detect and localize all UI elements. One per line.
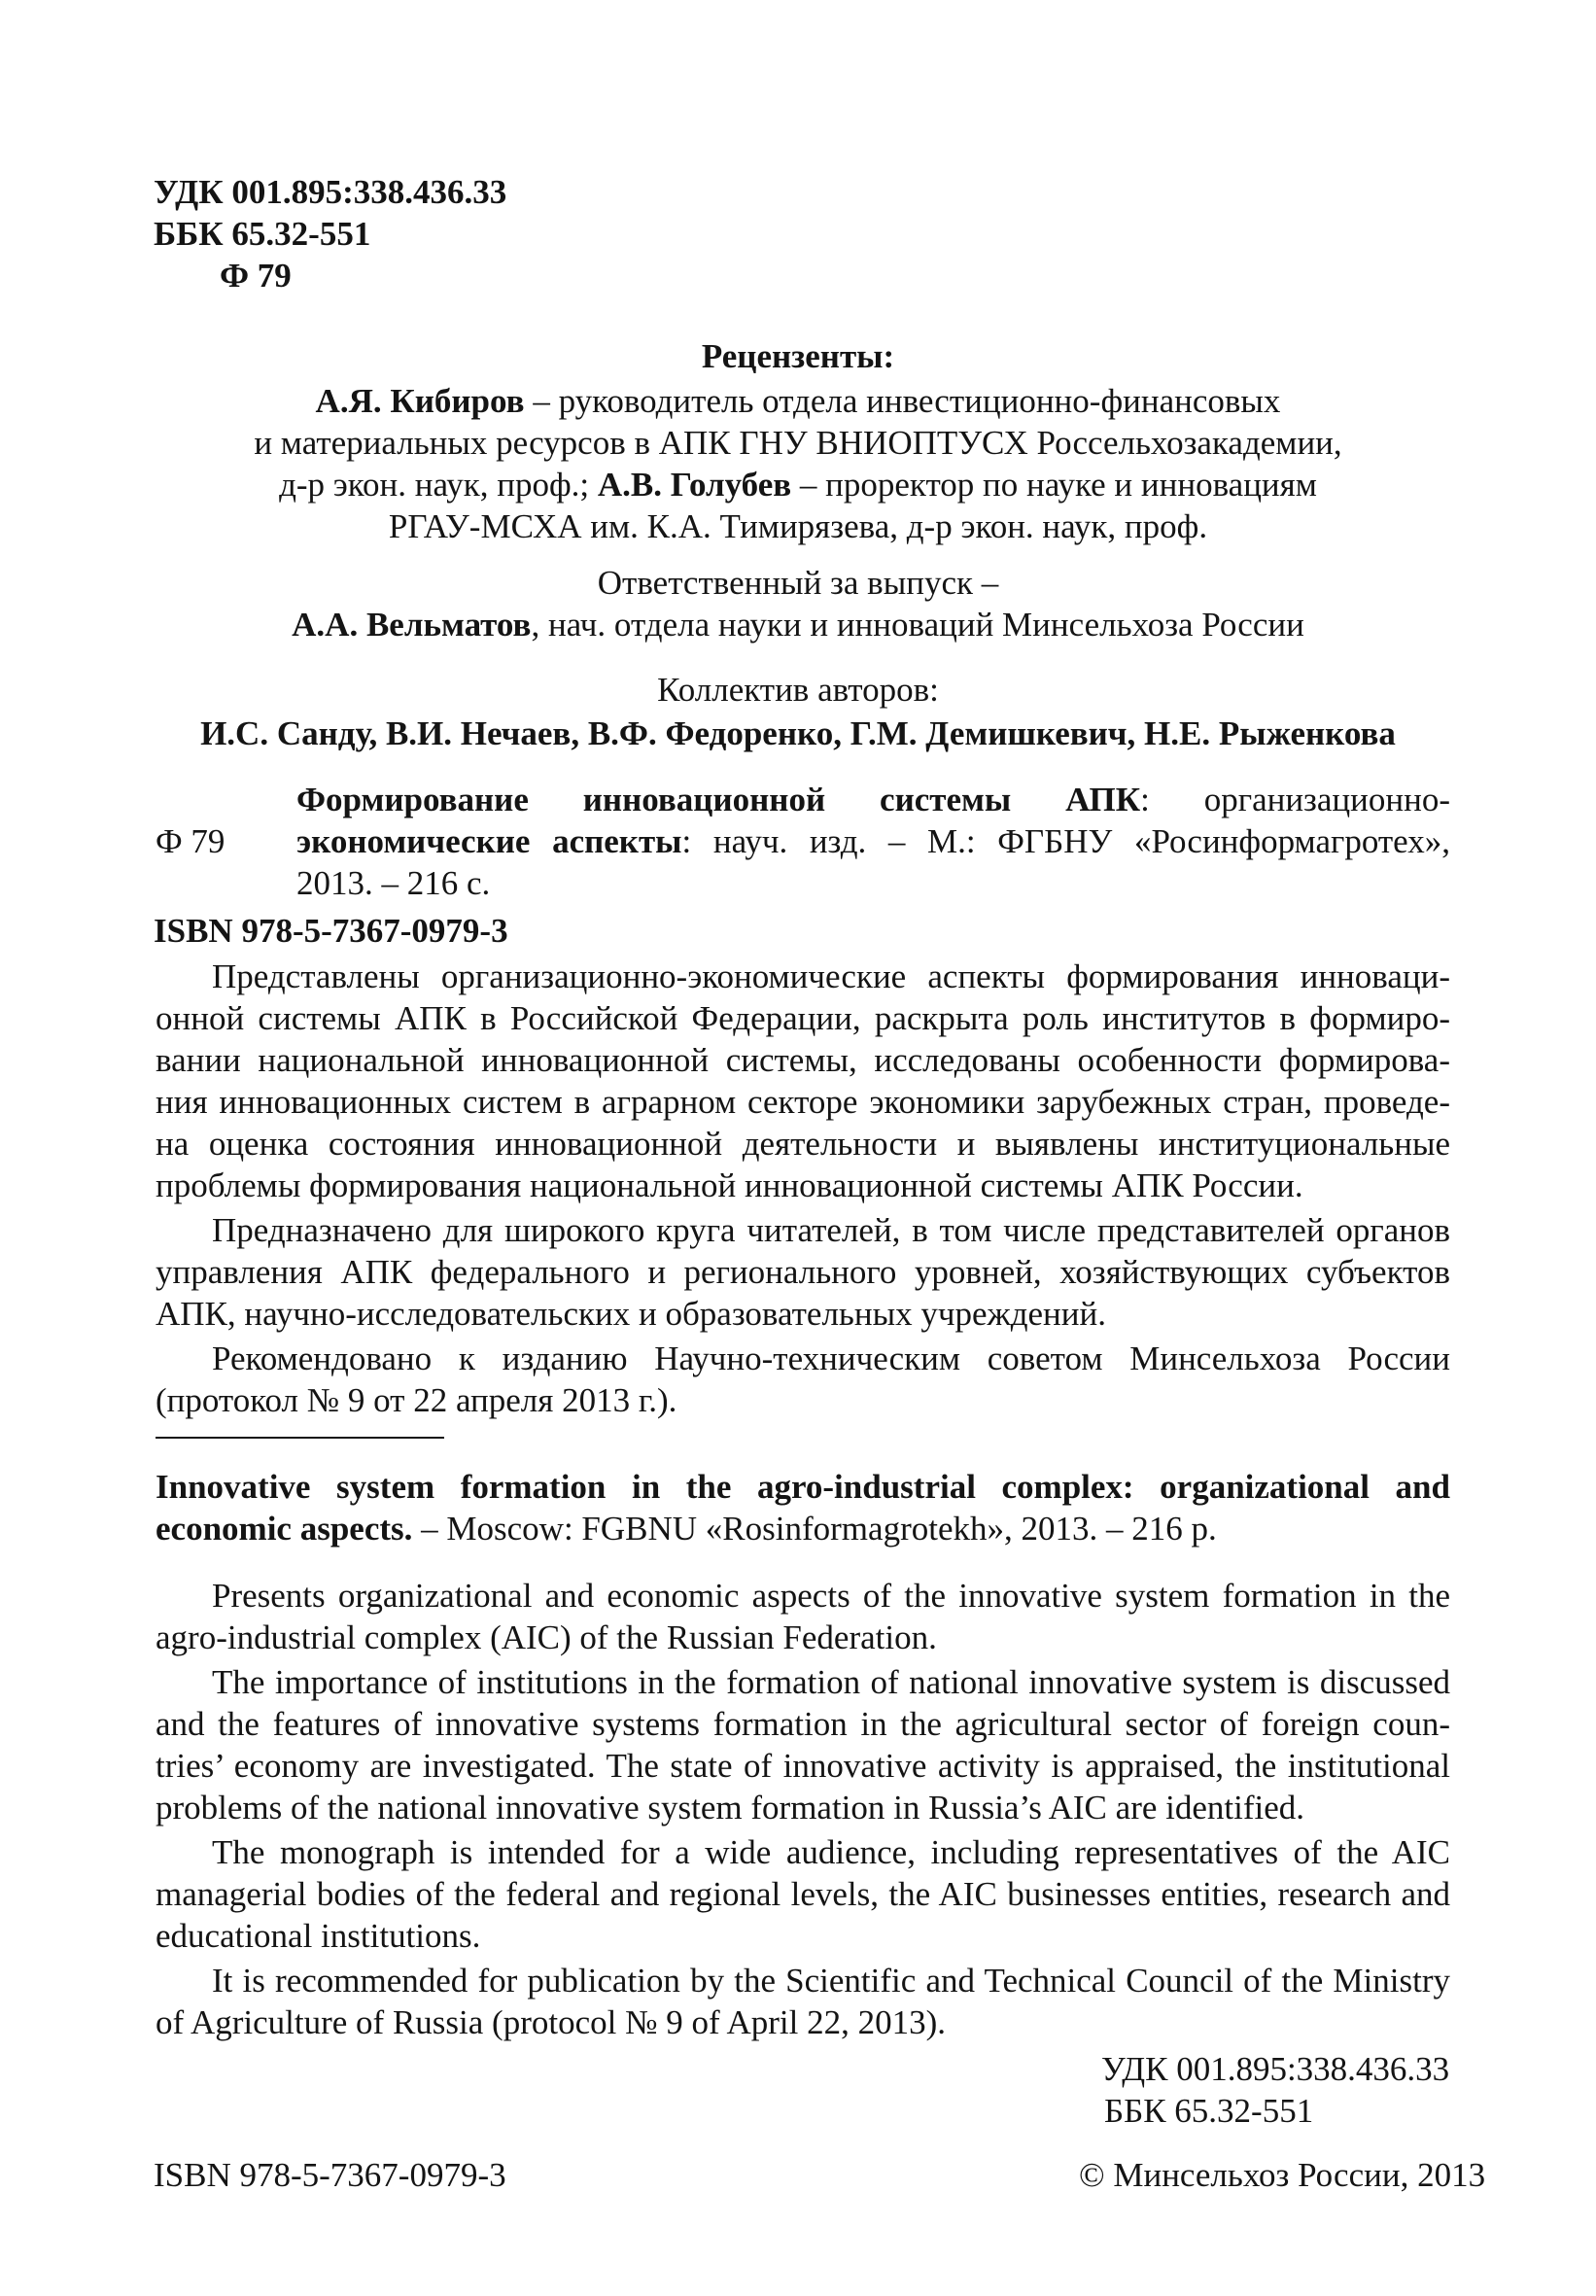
copyright: © Минсельхоз России, 2013	[1079, 2156, 1486, 2194]
authors-label: Коллектив авторов:	[657, 671, 939, 709]
book-title-ru: Формирование инновационной системы АПК	[296, 781, 1141, 818]
bib-ru-line-3: 2013. – 216 с.	[296, 864, 491, 902]
abstract-ru-line: ния инновационных систем в аграрном секторе экономики зарубежных стран, проведе-	[156, 1083, 1450, 1121]
bib-ru-mark: Ф 79	[156, 822, 226, 860]
reviewers-heading: Рецензенты:	[701, 337, 895, 375]
abstract-en-line: problems of the national innovative system formation in Russia’s AIC are identified.	[156, 1789, 1305, 1826]
reviewer-2-name: А.В. Голубев	[597, 466, 792, 504]
abstract-ru-line: Предназначено для широкого круга читателей, в том числе представителей органов	[212, 1211, 1450, 1249]
abstract-ru-line: онной системы АПК в Российской Федерации, раскрыта роль институтов в формиро-	[156, 999, 1450, 1037]
udk-code: УДК 001.895:338.436.33	[154, 173, 507, 211]
abstract-ru-line: на оценка состояния инновационной деятельности и выявлены институциональные	[156, 1125, 1450, 1163]
isbn-ru: ISBN 978-5-7367-0979-3	[154, 912, 508, 950]
abstract-en-line: The monograph is intended for a wide audience, including representatives of the AIC	[212, 1833, 1450, 1871]
bbk-code: ББК 65.32-551	[154, 215, 371, 253]
footer-udk: УДК 001.895:338.436.33	[1101, 2050, 1450, 2088]
abstract-ru-line: управления АПК федерального и регионального уровней, хозяйствующих субъектов	[156, 1253, 1450, 1291]
abstract-en-line: and the features of innovative systems formation in the agricultural sector of foreign coun-	[156, 1705, 1450, 1743]
abstract-en-line: It is recommended for publication by the Scientific and Technical Council of the Ministry	[212, 1962, 1450, 2000]
abstract-ru-line: вании национальной инновационной системы, исследованы особенности формирова-	[156, 1041, 1450, 1079]
abstract-en-line: of Agriculture of Russia (protocol № 9 of April 22, 2013).	[156, 2003, 946, 2041]
bib-en-line-2: economic aspects. – Moscow: FGBNU «Rosinformagrotekh», 2013. – 216 p.	[156, 1510, 1217, 1548]
responsible-label: Ответственный за выпуск –	[597, 564, 999, 602]
book-subtitle-en: economic aspects.	[156, 1510, 413, 1548]
abstract-ru-line: (протокол № 9 от 22 апреля 2013 г.).	[156, 1381, 677, 1419]
abstract-en-line: managerial bodies of the federal and regional levels, the AIC businesses entities, research and	[156, 1875, 1450, 1913]
bib-ru-line-1: Формирование инновационной системы АПК: организационно-	[296, 781, 1450, 818]
abstract-en-line: tries’ economy are investigated. The state of innovative activity is appraised, the institutional	[156, 1747, 1450, 1785]
reviewer-2-line-2: РГАУ-МСХА им. К.А. Тимирязева, д-р экон. наук, проф.	[388, 507, 1208, 545]
reviewer-2-line-1: д-р экон. наук, проф.; А.В. Голубев – проректор по науке и инновациям	[279, 466, 1317, 504]
author-mark: Ф 79	[220, 257, 292, 295]
abstract-ru-line: АПК, научно-исследовательских и образовательных учреждений.	[156, 1295, 1106, 1333]
abstract-ru-line: Представлены организационно-экономические аспекты формирования инноваци-	[212, 957, 1450, 995]
separator-line	[156, 1437, 444, 1439]
footer-isbn: ISBN 978-5-7367-0979-3	[154, 2156, 506, 2194]
abstract-en-line: The importance of institutions in the formation of national innovative system is discussed	[212, 1663, 1450, 1701]
book-subtitle-ru: экономические аспекты	[296, 822, 682, 860]
abstract-ru-line: проблемы формирования национальной инновационной системы АПК России.	[156, 1166, 1303, 1204]
abstract-en-line: Presents organizational and economic aspects of the innovative system formation in the	[212, 1577, 1450, 1615]
reviewer-1-line-1: А.Я. Кибиров – руководитель отдела инвестиционно-финансовых	[315, 382, 1281, 420]
reviewer-1-line-2: и материальных ресурсов в АПК ГНУ ВНИОПТУСХ Россельхозакадемии,	[254, 424, 1342, 462]
footer-bbk: ББК 65.32-551	[1104, 2092, 1314, 2130]
abstract-ru-line: Рекомендовано к изданию Научно-техническим советом Минсельхоза России	[212, 1339, 1450, 1377]
responsible-name: А.А. Вельматов	[292, 606, 532, 644]
authors-names: И.С. Санду, В.И. Нечаев, В.Ф. Федоренко, Г.М. Демишкевич, Н.Е. Рыженкова	[200, 714, 1396, 752]
bib-ru-line-2: экономические аспекты: науч. изд. – М.: ФГБНУ «Росинформагротех»,	[296, 822, 1451, 860]
abstract-en-line: educational institutions.	[156, 1917, 481, 1955]
abstract-en-line: agro-industrial complex (AIC) of the Russian Federation.	[156, 1618, 937, 1656]
bib-en-title-line-1: Innovative system formation in the agro-industrial complex: organizational and	[156, 1468, 1450, 1506]
reviewer-1-name: А.Я. Кибиров	[315, 382, 525, 420]
responsible-line: А.А. Вельматов, нач. отдела науки и инноваций Минсельхоза России	[292, 606, 1304, 644]
